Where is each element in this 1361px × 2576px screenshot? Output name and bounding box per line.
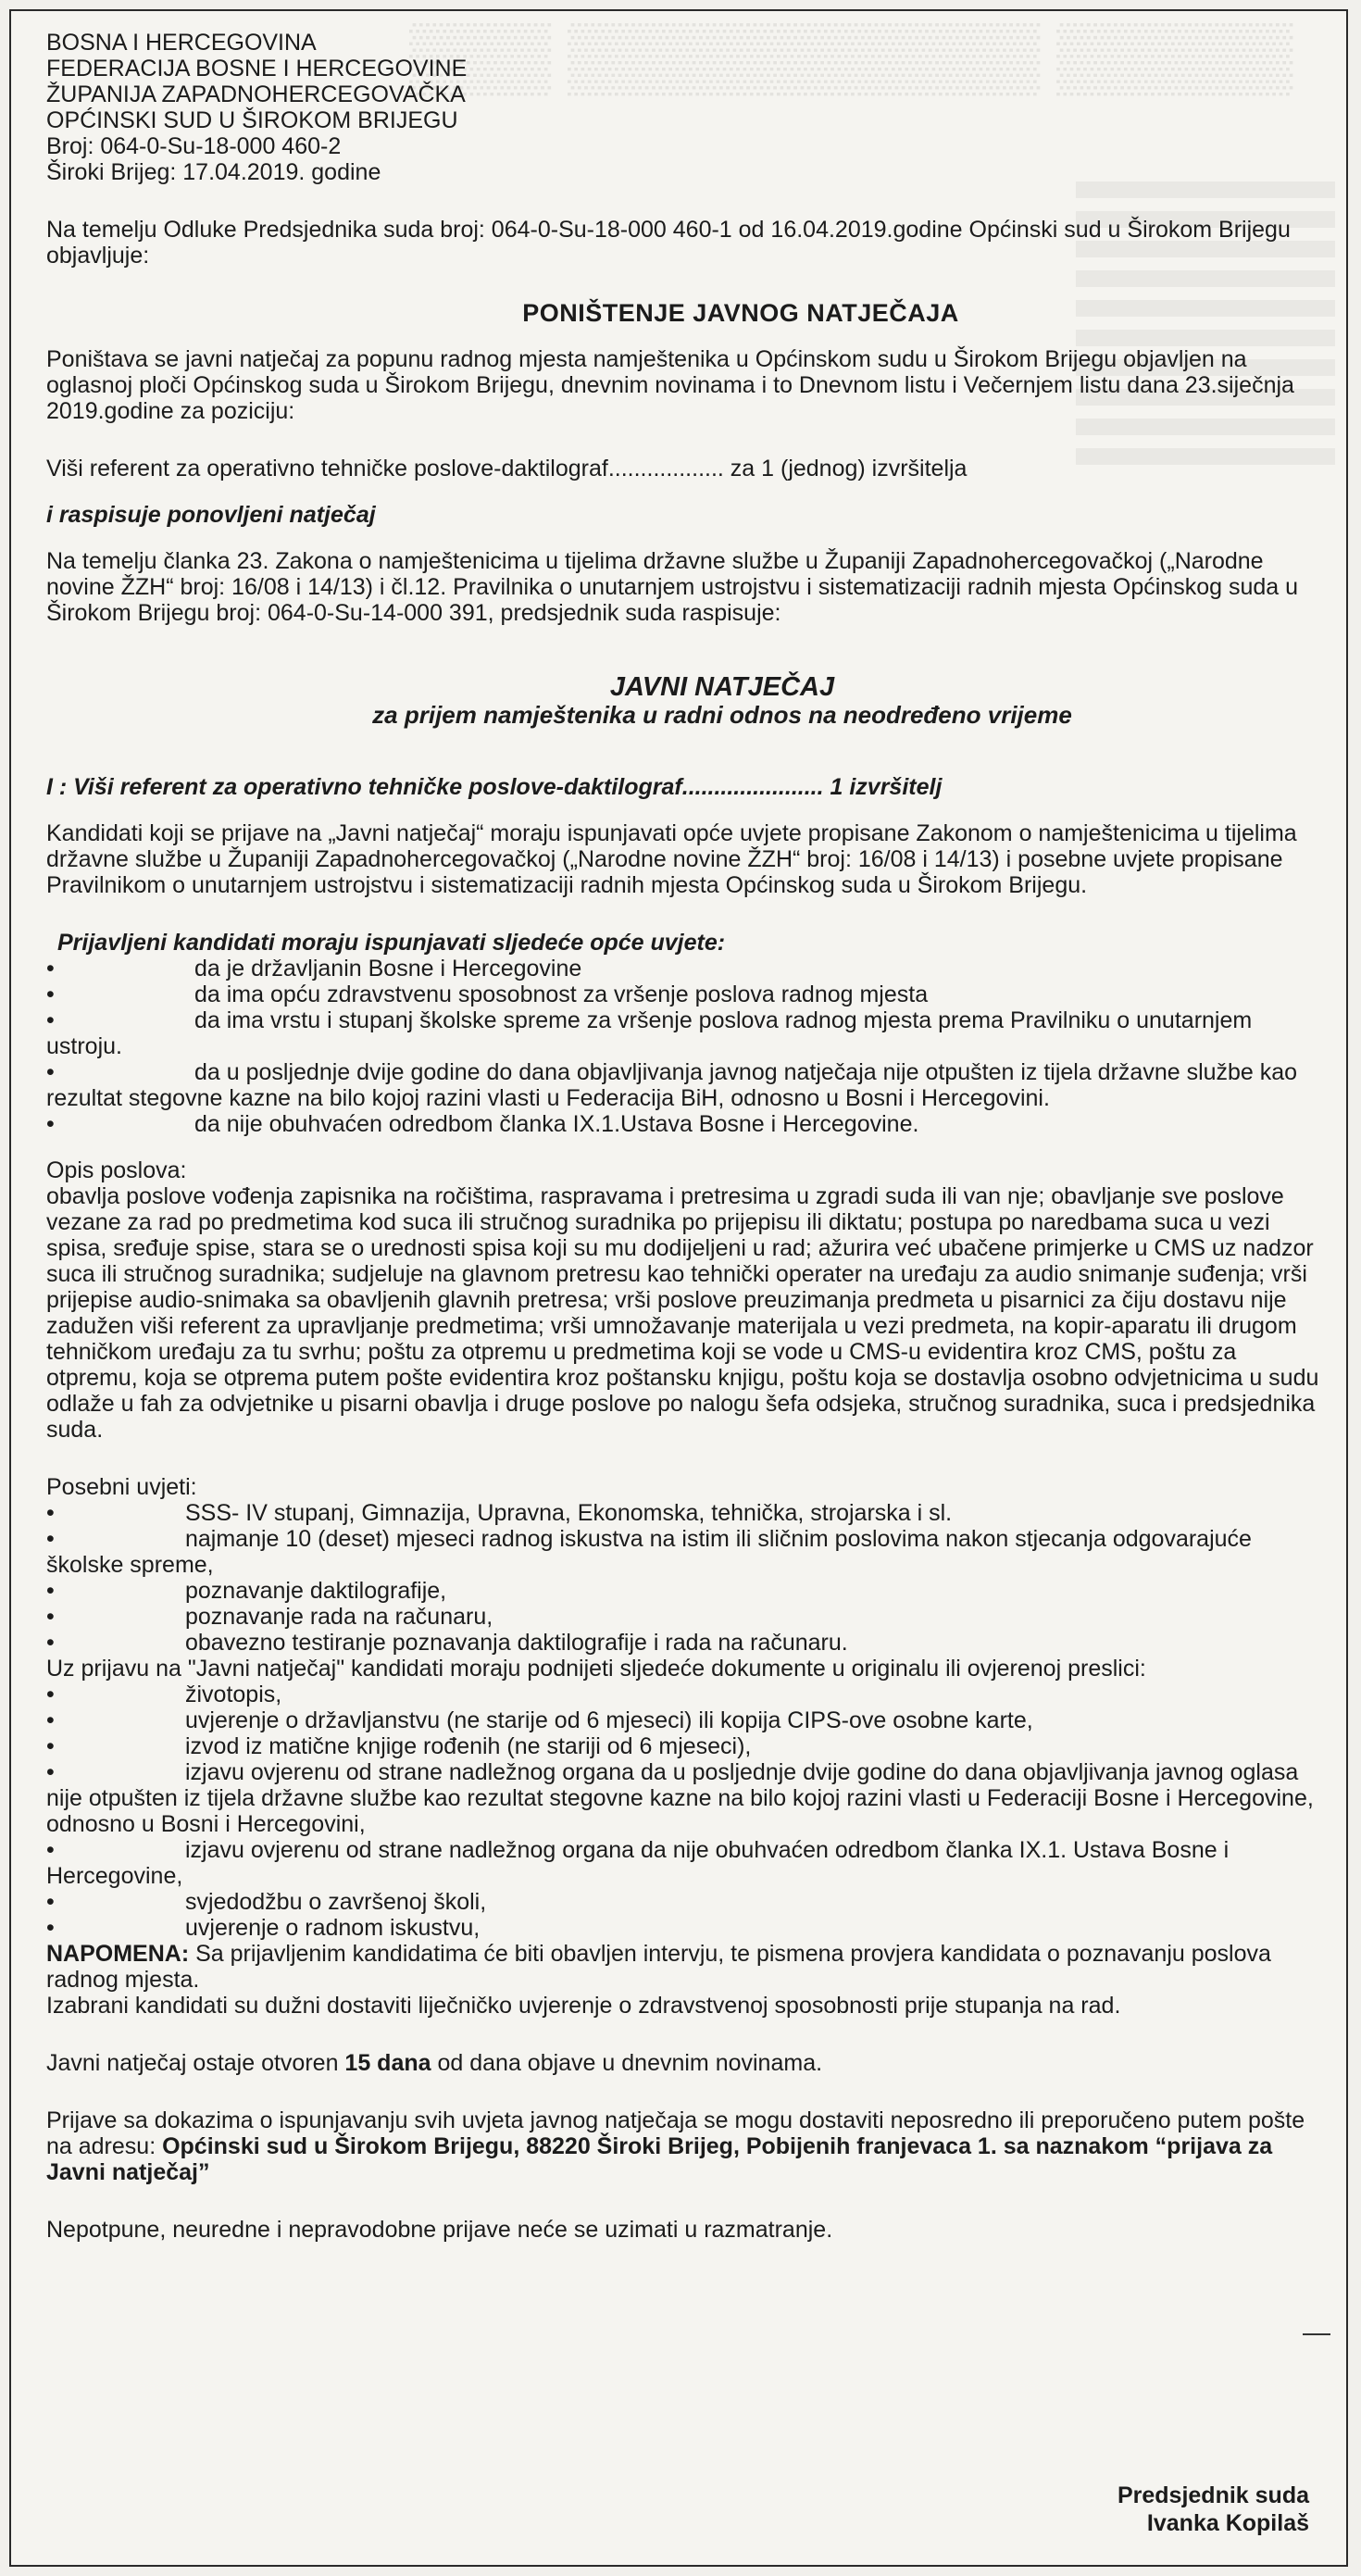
list-item-text: da ima vrstu i stupanj školske spreme za vršenje poslova radnog mjesta prema Pravilniku o unutarnjem ustroju. — [46, 1007, 1253, 1059]
list-item-text: poznavanje rada na računaru, — [185, 1604, 493, 1630]
bullet-icon: • — [46, 1500, 55, 1526]
bullet-icon: • — [46, 956, 55, 982]
list-item — [46, 1682, 1324, 1707]
list-item — [46, 1707, 1324, 1733]
open-period-days: 15 dana — [344, 2050, 431, 2076]
bullet-icon: • — [46, 1630, 55, 1656]
candidates-paragraph: Kandidati koji se prijave na „Javni natječaj“ moraju ispunjavati opće uvjete propisane Zakonom o namještenicima u tijelima državne službe u Županiji Zapadnohercegovačkoj („Narodne novine ŽZH“ broj: 16/08 i 14/13) i posebne uvjete propisane Pravilnikom o unutarnjem ustrojstvu i sistematizaciji radnih mjesta Općinskog suda u Širokom Brijegu. — [46, 820, 1297, 898]
list-item — [46, 982, 1324, 1007]
position-line: Viši referent za operativno tehničke poslove-daktilograf.................. za 1 (jednog) izvršitelja — [46, 456, 968, 481]
list-item — [46, 1915, 1324, 1941]
newspaper-clipping — [9, 9, 1348, 2567]
list-item — [46, 1630, 1324, 1656]
list-item — [46, 1733, 1324, 1759]
intro-paragraph: Na temelju Odluke Predsjednika suda broj: 064-0-Su-18-000 460-1 od 16.04.2019.godine Općinski sud u Širokom Brijegu objavljuje: — [46, 217, 1291, 269]
bullet-icon: • — [46, 982, 55, 1007]
case-number: Broj: 064-0-Su-18-000 460-2 — [46, 133, 342, 159]
note-paragraph — [46, 1941, 1324, 1993]
list-item-text: SSS- IV stupanj, Gimnazija, Upravna, Ekonomska, tehnička, strojarska i sl. — [185, 1500, 953, 1526]
bullet-icon: • — [46, 1889, 55, 1915]
cancel-title: PONIŠTENJE JAVNOG NATJEČAJA — [522, 299, 959, 327]
header-line: ŽUPANIJA ZAPADNOHERCEGOVAČKA — [46, 81, 466, 107]
bullet-icon: • — [46, 1578, 55, 1604]
submission-text: Prijave sa dokazima o ispunjavanju svih uvjeta javnog natječaja se mogu dostaviti neposredno ili preporučeno putem pošte na adresu: — [46, 2107, 1305, 2159]
list-item-text: uvjerenje o radnom iskustvu, — [185, 1915, 481, 1941]
bullet-icon: • — [46, 1111, 55, 1137]
list-item — [46, 1500, 1324, 1526]
list-item — [46, 1759, 1324, 1837]
special-conditions-heading: Posebni uvjeti: — [46, 1474, 197, 1500]
bleed-through-text: ▒▒▒ ▒▒▒▒▒▒▒▒▒▒ ▒▒▒▒▒ — [409, 19, 1293, 94]
header-line: OPĆINSKI SUD U ŠIROKOM BRIJEGU — [46, 107, 458, 133]
list-item — [46, 1007, 1324, 1059]
cancel-paragraph: Poništava se javni natječaj za popunu radnog mjesta namještenika u Općinskom sudu u Širokom Brijegu objavljen na oglasnoj ploči Općinskog suda u Širokom Brijegu, dnevnim novinama i to Dnevnom listu i Večernjem listu dana 23.siječnja 2019.godine za poziciju: — [46, 346, 1294, 424]
list-item — [46, 1578, 1324, 1604]
bullet-icon: • — [46, 1915, 55, 1941]
notice-body — [46, 30, 1324, 2243]
list-item — [46, 1526, 1324, 1578]
list-item — [46, 956, 1324, 982]
note-label: NAPOMENA: — [46, 1941, 190, 1967]
job-description-paragraph: obavlja poslove vođenja zapisnika na ročištima, raspravama i pretresima u zgradi suda ili van nje; obavljanje sve poslove vezane za rad po predmetima kod suca ili stručnog suradnika po prijepisu ili diktatu; postupa po naredbama suca u vezi spisa, sređuje spise, stara se o urednosti spisa koji su mu dodijeljeni u rad; ažurira već ubačene primjerke u CMS uz nadzor suca ili stručnog suradnika; sudjeluje na glavnom pretresu kao tehnički operater na uređaju za audio snimanje suđenja; vrši prijepise audio-snimaka sa obavljenih glavnih pretresa; vrši poslove preuzimanja predmeta u pisarnici za čiju dostavu nije zadužen viši referent za upravljanje predmetima; vrši umnožavanje materijala u vezi predmeta, na kopir-aparatu ili drugom tehničkom uređaju za tu svrhu; poštu za otpremu u predmetima koji se vode u CMS-u evidentira kroz CMS, poštu za otpremu, koja se otprema putem pošte evidentira kroz poštansku knjigu, poštu koja se dostavlja osobno odvjetnicima u sudu odlaže u fah za odvjetnike u pisarni obavlja i druge poslove po nalogu šefa odsjeka, stručnog suradnika, suca i predsjednika suda. — [46, 1183, 1319, 1443]
list-item — [46, 1111, 1324, 1137]
date-line: Široki Brijeg: 17.04.2019. godine — [46, 159, 381, 185]
list-item — [46, 1059, 1324, 1111]
bullet-icon: • — [46, 1682, 55, 1707]
signature-title: Predsjednik suda — [1117, 2482, 1309, 2508]
list-item — [46, 1604, 1324, 1630]
list-item-text: izjavu ovjerenu od strane nadležnog organa da u posljednje dvije godine do dana objavljivanja javnog oglasa nije otpušten iz tijela državne službe kao rezultat stegovne kazne na bilo kojoj razini vlasti u Federaciji Bosne i Hercegovine, odnosno u Bosni i Hercegovini, — [46, 1759, 1314, 1837]
margin-mark — [1303, 2333, 1330, 2335]
main-title: JAVNI NATJEČAJ — [609, 672, 835, 702]
documents-heading: Uz prijavu na "Javni natječaj" kandidati moraju podnijeti sljedeće dokumente u originalu ili ovjerenoj preslici: — [46, 1656, 1146, 1682]
list-item-text: životopis, — [185, 1682, 282, 1707]
incomplete-paragraph: Nepotpune, neuredne i nepravodobne prijave neće se uzimati u razmatranje. — [46, 2217, 833, 2243]
bullet-icon: • — [46, 1759, 55, 1785]
court-header — [46, 30, 1324, 185]
signature-name: Ivanka Kopilaš — [1146, 2510, 1309, 2536]
submission-address: Općinski sud u Širokom Brijegu, 88220 Široki Brijeg, Pobijenih franjevaca 1. sa naznakom “prijava za Javni natječaj” — [46, 2133, 1273, 2185]
general-conditions-heading: Prijavljeni kandidati moraju ispunjavati sljedeće opće uvjete: — [57, 930, 726, 956]
list-item-text: da je državljanin Bosne i Hercegovine — [194, 956, 582, 982]
bullet-icon: • — [46, 1707, 55, 1733]
list-item-text: poznavanje daktilografije, — [185, 1578, 447, 1604]
bullet-icon: • — [46, 1837, 55, 1863]
legal-basis-paragraph: Na temelju članka 23. Zakona o namještenicima u tijelima državne službe u Županiji Zapadnohercegovačkoj („Narodne novine ŽZH“ broj: 16/08 i 14/13) i čl.12. Pravilnika o unutarnjem ustrojstvu i sistematizaciji radnih mjesta Općinskog suda u Širokom Brijegu broj: 064-0-Su-14-000 391, predsjednik suda raspisuje: — [46, 548, 1299, 626]
header-line: BOSNA I HERCEGOVINA — [46, 30, 317, 56]
list-item-text: izjavu ovjerenu od strane nadležnog organa da nije obuhvaćen odredbom članka IX.1. Ustava Bosne i Hercegovine, — [46, 1837, 1230, 1889]
bullet-icon: • — [46, 1059, 55, 1085]
open-period-paragraph — [46, 2050, 1324, 2076]
repeat-heading: i raspisuje ponovljeni natječaj — [46, 502, 376, 528]
bullet-icon: • — [46, 1007, 55, 1033]
documents-list — [46, 1682, 1324, 1941]
list-item-text: izvod iz matične knjige rođenih (ne stariji od 6 mjeseci), — [185, 1733, 752, 1759]
bullet-icon: • — [46, 1733, 55, 1759]
list-item-text: uvjerenje o državljanstvu (ne starije od 6 mjeseci) ili kopija CIPS-ove osobne karte, — [185, 1707, 1033, 1733]
submission-paragraph — [46, 2107, 1324, 2185]
open-period-suffix: od dana objave u dnevnim novinama. — [431, 2050, 823, 2076]
list-item — [46, 1889, 1324, 1915]
list-item-text: da nije obuhvaćen odredbom članka IX.1.Ustava Bosne i Hercegovine. — [194, 1111, 919, 1137]
open-period-prefix: Javni natječaj ostaje otvoren — [46, 2050, 345, 2076]
bullet-icon: • — [46, 1604, 55, 1630]
list-item-text: najmanje 10 (deset) mjeseci radnog iskustva na istim ili sličnim poslovima nakon stjecanja odgovarajuće školske spreme, — [46, 1526, 1252, 1578]
main-subtitle: za prijem namještenika u radni odnos na neodređeno vrijeme — [372, 701, 1072, 729]
list-item-text: obavezno testiranje poznavanja daktilografije i rada na računaru. — [185, 1630, 848, 1656]
special-conditions-list — [46, 1500, 1324, 1656]
list-item — [46, 1837, 1324, 1889]
list-item-text: da ima opću zdravstvenu sposobnost za vršenje poslova radnog mjesta — [194, 982, 929, 1007]
header-line: FEDERACIJA BOSNE I HERCEGOVINE — [46, 56, 468, 81]
position-heading: I : Viši referent za operativno tehničke poslove-daktilograf...................... 1 izvršitelj — [46, 774, 943, 800]
bullet-icon: • — [46, 1526, 55, 1552]
list-item-text: svjedodžbu o završenoj školi, — [185, 1889, 487, 1915]
medical-paragraph: Izabrani kandidati su dužni dostaviti liječničko uvjerenje o zdravstvenoj sposobnosti prije stupanja na rad. — [46, 1993, 1121, 2019]
signature-block — [1118, 2482, 1309, 2537]
note-text: Sa prijavljenim kandidatima će biti obavljen intervju, te pismena provjera kandidata o poznavanju poslova radnog mjesta. — [46, 1941, 1271, 1993]
general-conditions-list — [46, 956, 1324, 1137]
job-description-heading: Opis poslova: — [46, 1157, 187, 1183]
list-item-text: da u posljednje dvije godine do dana objavljivanja javnog natječaja nije otpušten iz tijela državne službe kao rezultat stegovne kazne na bilo kojoj razini vlasti u Federacija BiH, odnosno u Bosni i Hercegovini. — [46, 1059, 1298, 1111]
